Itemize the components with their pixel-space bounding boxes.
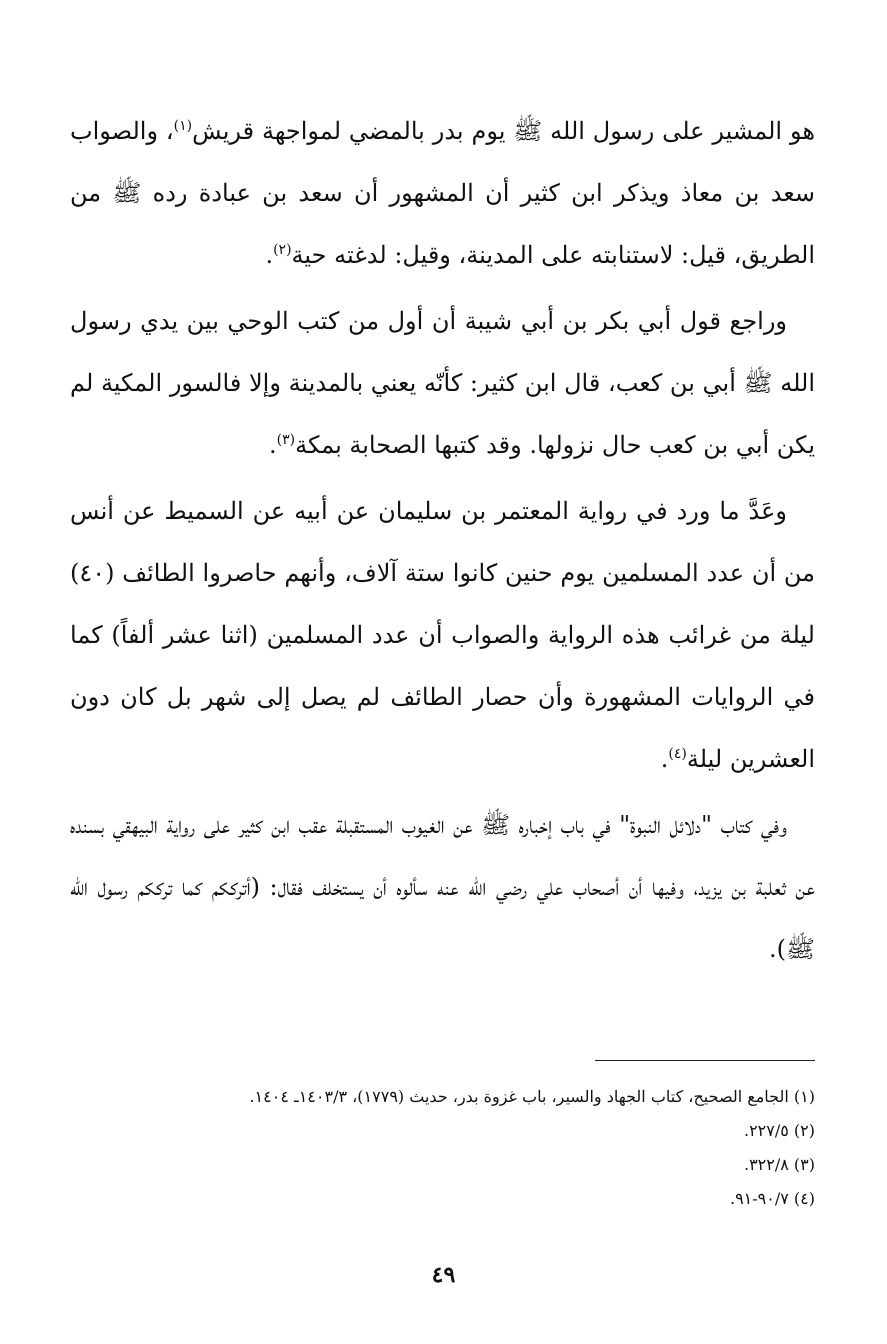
paragraph-4 [70,794,815,980]
paragraph-2-text: وراجع قول أبي بكر بن أبي شيبة أن أول من كتب الوحي بين يدي رسول الله ﷺ أبي بن كعب، قال ابن كثير: كأنّه يعني بالمدينة وإلا فالسور المكية لم يكن أبي بن كعب حال نزولها. وقد كتبها الصحابة بمكة [70,307,815,459]
paragraph-2 [70,290,815,476]
paragraph-2-tail: . [268,431,277,459]
footnote-ref-2[interactable]: (٢) [273,242,292,258]
footnote-2: (٢) ٢٢٧/٥. [743,1121,815,1140]
footnote-ref-1[interactable]: (١) [173,118,193,134]
page-number: ٤٩ [431,1262,456,1288]
footnote-3: (٣) ٣٢٢/٨. [743,1155,815,1174]
main-text [70,100,815,980]
footnote-ref-4[interactable]: (٤) [668,746,687,762]
footnote-4: (٤) ٩٠/٧-٩١. [729,1189,815,1208]
footnote-1: (١) الجامع الصحيح، كتاب الجهاد والسير، باب غزوة بدر، حديث (١٧٧٩)، ١٤٠٣/٣ـ ١٤٠٤. [249,1087,815,1106]
footnotes [70,1080,815,1216]
paragraph-4-text: وفي كتاب "دلائل النبوة" في باب إخباره ﷺ عن الغيوب المستقبلة عقب ابن كثير على رواية البيهقي بسنده عن ثعلبة بن يزيد، وفيها أن أصحاب علي رضي الله عنه سألوه أن يستخلف فقال: (أترككم كما ترككم رسول الله ﷺ). [70,811,815,963]
paragraph-3-tail: . [660,745,669,773]
paragraph-1 [70,100,815,286]
paragraph-3 [70,480,815,790]
paragraph-1-end: . [265,241,274,269]
footnote-ref-3[interactable]: (٣) [276,432,296,448]
footnote-separator [595,1060,815,1061]
paragraph-1-text: هو المشير على رسول الله ﷺ يوم بدر بالمضي لمواجهة قريش [192,117,815,145]
paragraph-1-tail: ، والصواب سعد بن معاذ ويذكر ابن كثير أن المشهور أن سعد بن عبادة رده ﷺ من الطريق، قيل: لاستنابته على المدينة، وقيل: لدغته حية [70,117,815,269]
paragraph-3-text: وعَدَّ ما ورد في رواية المعتمر بن سليمان عن أبيه عن السميط عن أنس من أن عدد المسلمين يوم حنين كانوا ستة آلاف، وأنهم حاصروا الطائف (٤٠) ليلة من غرائب هذه الرواية والصواب أن عدد المسلمين (اثنا عشر ألفاً) كما في الروايات المشهورة وأن حصار الطائف لم يصل إلى شهر بل كان دون العشرين ليلة [70,497,815,773]
